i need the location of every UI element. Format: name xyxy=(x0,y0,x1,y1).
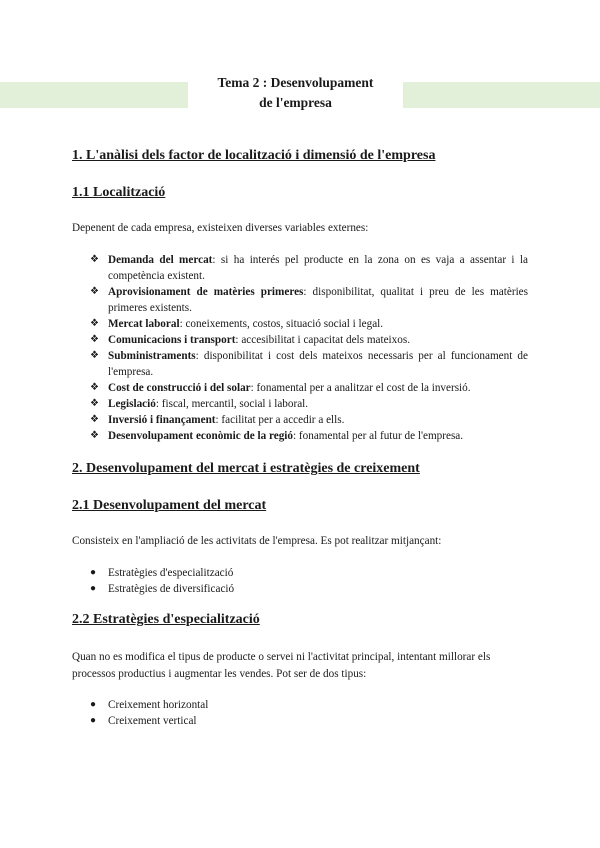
section2-1-intro: Consisteix en l'ampliació de les activitats de l'empresa. Es pot realitzar mitjançant: xyxy=(72,535,442,547)
item-term: Demanda del mercat xyxy=(108,254,213,266)
item-text: Estratègies de diversificació xyxy=(108,583,235,595)
item-text: : fiscal, mercantil, social i laboral. xyxy=(155,398,309,410)
diamond-bullet-icon: ❖ xyxy=(90,430,99,441)
item-text: : fonamental per al futur de l'empresa. xyxy=(293,430,464,442)
section2-2-heading: 2.2 Estratègies d'especialització xyxy=(72,612,260,627)
list-item xyxy=(90,380,528,396)
section2-1-heading: 2.1 Desenvolupament del mercat xyxy=(72,498,267,513)
diamond-bullet-icon: ❖ xyxy=(90,254,99,265)
diamond-bullet-icon: ❖ xyxy=(90,398,99,409)
list-item xyxy=(90,284,528,316)
list-item xyxy=(90,316,528,332)
item-text: : fonamental per a analitzar el cost de la inversió. xyxy=(250,382,471,394)
item-text: Creixement vertical xyxy=(108,715,197,727)
localization-factors-list xyxy=(90,252,528,444)
item-text: Estratègies d'especialització xyxy=(108,567,234,579)
item-term: Desenvolupament econòmic de la regió xyxy=(108,430,293,442)
list-item xyxy=(90,428,528,444)
diamond-bullet-icon: ❖ xyxy=(90,414,99,425)
item-text: : si ha interés pel producte en la zona on es vaja a assentar i la competència existent. xyxy=(108,254,528,282)
list-item xyxy=(90,252,528,284)
item-term: Cost de construcció i del solar xyxy=(108,382,251,394)
item-text: : facilitat per a accedir a ells. xyxy=(215,414,345,426)
list-item xyxy=(90,713,528,729)
diamond-bullet-icon: ❖ xyxy=(90,382,99,393)
section2-heading: 2. Desenvolupament del mercat i estratègies de creixement xyxy=(72,461,420,476)
item-term: Legislació xyxy=(108,398,156,410)
page-title xyxy=(188,73,403,113)
title-band-left xyxy=(0,82,188,108)
dot-bullet-icon: ● xyxy=(90,583,97,594)
section1-heading: 1. L'anàlisi dels factor de localització i dimensió de l'empresa xyxy=(72,148,436,163)
list-item xyxy=(90,565,528,581)
item-text: : accesibilitat i capacitat dels mateixos. xyxy=(235,334,411,346)
list-item xyxy=(90,412,528,428)
dot-bullet-icon: ● xyxy=(90,567,97,578)
item-text: Creixement horizontal xyxy=(108,699,209,711)
page-title-line2: de l'empresa xyxy=(259,95,332,110)
item-term: Aprovisionament de matèries primeres xyxy=(108,286,304,298)
title-band-right xyxy=(403,82,600,108)
section2-2-intro: Quan no es modifica el tipus de producte o servei ni l'activitat principal, intentant millorar els processos productius i augmentar les vendes. Pot ser de dos tipus: xyxy=(72,651,491,680)
item-term: Subministraments xyxy=(108,350,196,362)
list-item xyxy=(90,332,528,348)
dot-bullet-icon: ● xyxy=(90,715,97,726)
item-text: : disponibilitat, qualitat i preu de les matèries primeres existents. xyxy=(108,286,528,314)
item-term: Comunicacions i transport xyxy=(108,334,236,346)
item-term: Mercat laboral xyxy=(108,318,180,330)
diamond-bullet-icon: ❖ xyxy=(90,286,99,297)
section1-1-heading: 1.1 Localització xyxy=(72,185,166,200)
list-item xyxy=(90,348,528,380)
item-term: Inversió i finançament xyxy=(108,414,216,426)
dot-bullet-icon: ● xyxy=(90,699,97,710)
diamond-bullet-icon: ❖ xyxy=(90,350,99,361)
item-text: : disponibilitat i cost dels mateixos necessaris per al funcionament de l'empresa. xyxy=(108,350,528,378)
item-text: : coneixements, costos, situació social i legal. xyxy=(179,318,384,330)
list-item xyxy=(90,697,528,713)
section1-1-intro: Depenent de cada empresa, existeixen diverses variables externes: xyxy=(72,222,369,234)
list-item xyxy=(90,396,528,412)
development-strategies-list xyxy=(90,565,528,597)
list-item xyxy=(90,581,528,597)
diamond-bullet-icon: ❖ xyxy=(90,318,99,329)
diamond-bullet-icon: ❖ xyxy=(90,334,99,345)
specialization-types-list xyxy=(90,697,528,729)
page-title-line1: Tema 2 : Desenvolupament xyxy=(217,75,374,90)
